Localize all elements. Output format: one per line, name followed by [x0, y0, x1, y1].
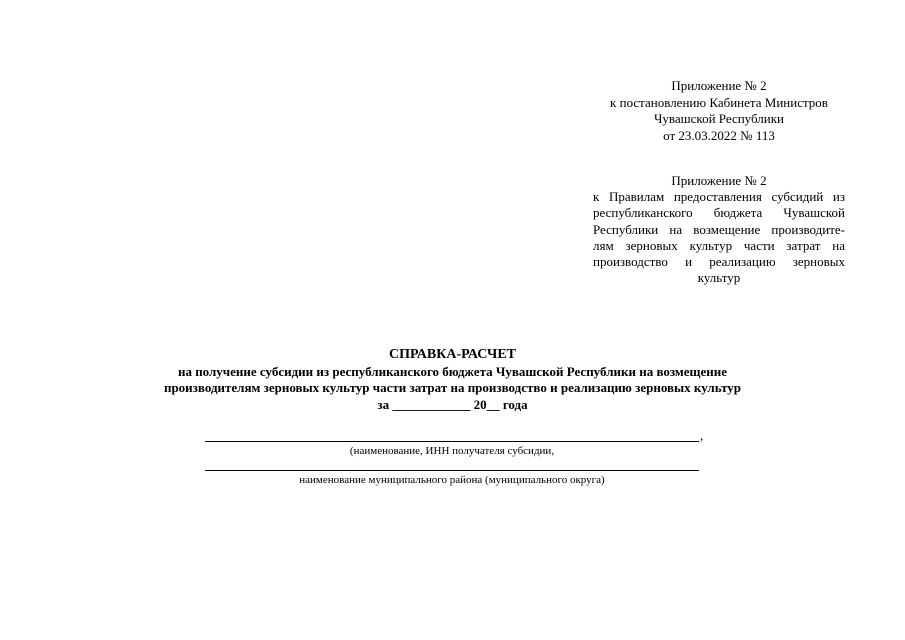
appendix-rules-reference [593, 189, 845, 287]
appendix-resolution-ref: к постановлению Кабинета Министров [610, 94, 828, 110]
document-subtitle-line: производителям зерновых культур части затрат на производство и реализацию зерновых культур [163, 380, 742, 395]
district-fill-line [205, 470, 699, 471]
appendix-rules-line: Республики на возмещение производите- [593, 221, 845, 237]
appendix-date-number: от 23.03.2022 № 113 [663, 127, 775, 143]
appendix-rules-line: производство и реализацию зерновых [593, 254, 845, 270]
recipient-fill-line [205, 441, 699, 442]
district-caption: наименование муниципального района (муниципального округа) [299, 474, 605, 486]
document-subtitle-line: на получение субсидии из республиканского бюджета Чувашской Республики на возмещение [177, 363, 728, 379]
appendix-number: Приложение № 2 [671, 78, 767, 93]
recipient-comma: , [700, 428, 704, 443]
appendix-republic: Чувашской Республики [653, 111, 785, 126]
appendix-rules-heading: Приложение № 2 [671, 173, 767, 188]
document-title: СПРАВКА-РАСЧЕТ [388, 347, 517, 362]
period-line: за ____________ 20__ года [377, 396, 528, 412]
document-title-block [120, 347, 785, 413]
appendix-rules-line: республиканского бюджета Чувашской [593, 205, 845, 221]
recipient-caption: (наименование, ИНН получателя субсидии, [349, 445, 555, 457]
appendix-rules-line: к Правилам предоставления субсидий из [593, 189, 845, 204]
appendix-reference-resolution [588, 78, 850, 144]
appendix-rules-line: лям зерновых культур части затрат на [593, 237, 845, 253]
appendix-rules-line: культур [697, 270, 741, 286]
